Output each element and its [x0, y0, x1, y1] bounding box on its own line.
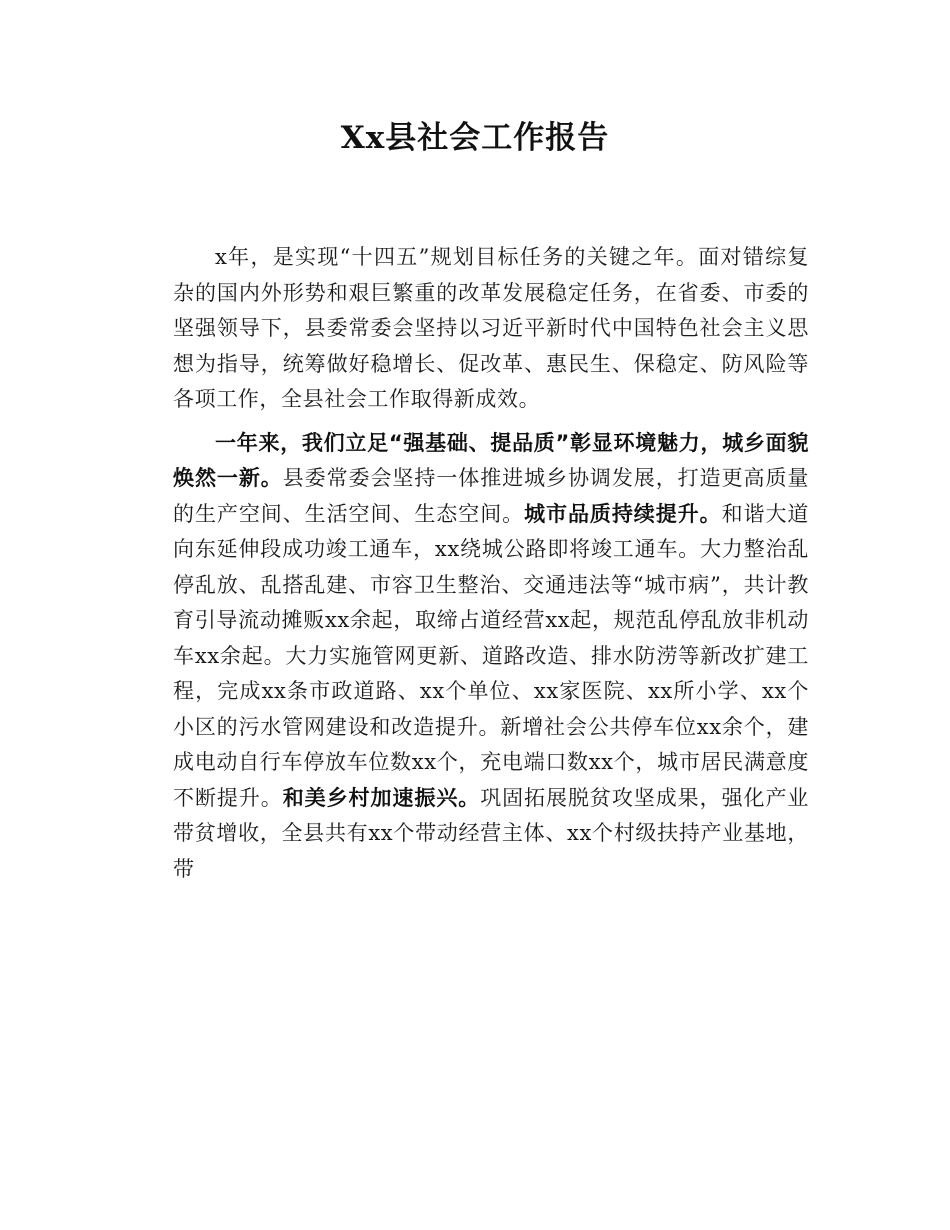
- paragraph-text: 巩固拓展脱贫攻坚成果，强化产业带贫增收，全县共有xx个带动经营主体、xx个村级扶持产业基地，带: [173, 785, 809, 881]
- paragraph-urban-rural: [173, 426, 809, 888]
- paragraph-text: 县委常委会坚持一体推进城乡协调发展，打造更高质量的生产空间、生活空间、生态空间。: [173, 466, 809, 526]
- subsection-heading-rural-revival: 和美乡村加速振兴。: [282, 785, 481, 810]
- subsection-heading-city-quality: 城市品质持续提升。: [524, 501, 722, 526]
- section-lead-heading: 一年来，我们立足“强基础、提品质”彰显环境魅力，城乡面貌焕然一新。: [173, 430, 809, 490]
- paragraph-text: x年，是实现“十四五”规划目标任务的关键之年。面对错综复杂的国内外形势和艰巨繁重的改革发展稳定任务，在省委、市委的坚强领导下，县委常委会坚持以习近平新时代中国特色社会主义思想为指导，统筹做好稳增长、促改革、惠民生、保稳定、防风险等各项工作，全县社会工作取得新成效。: [173, 245, 809, 411]
- paragraph-text: 和谐大道向东延伸段成功竣工通车，xx绕城公路即将竣工通车。大力整治乱停乱放、乱搭乱建、市容卫生整治、交通违法等“城市病”，共计教育引导流动摊贩xx余起，取缔占道经营xx起，规范乱停乱放非机动车xx余起。大力实施管网更新、道路改造、排水防涝等新改扩建工程，完成xx条市政道路、xx个单位、xx家医院、xx所小学、xx个小区的污水管网建设和改造提升。新增社会公共停车位xx余个，建成电动自行车停放车位数xx个，充电端口数xx个，城市居民满意度不断提升。: [173, 501, 809, 810]
- paragraph-intro: [173, 240, 809, 418]
- document-title: Xx县社会工作报告: [340, 120, 610, 156]
- document-body: [173, 240, 809, 887]
